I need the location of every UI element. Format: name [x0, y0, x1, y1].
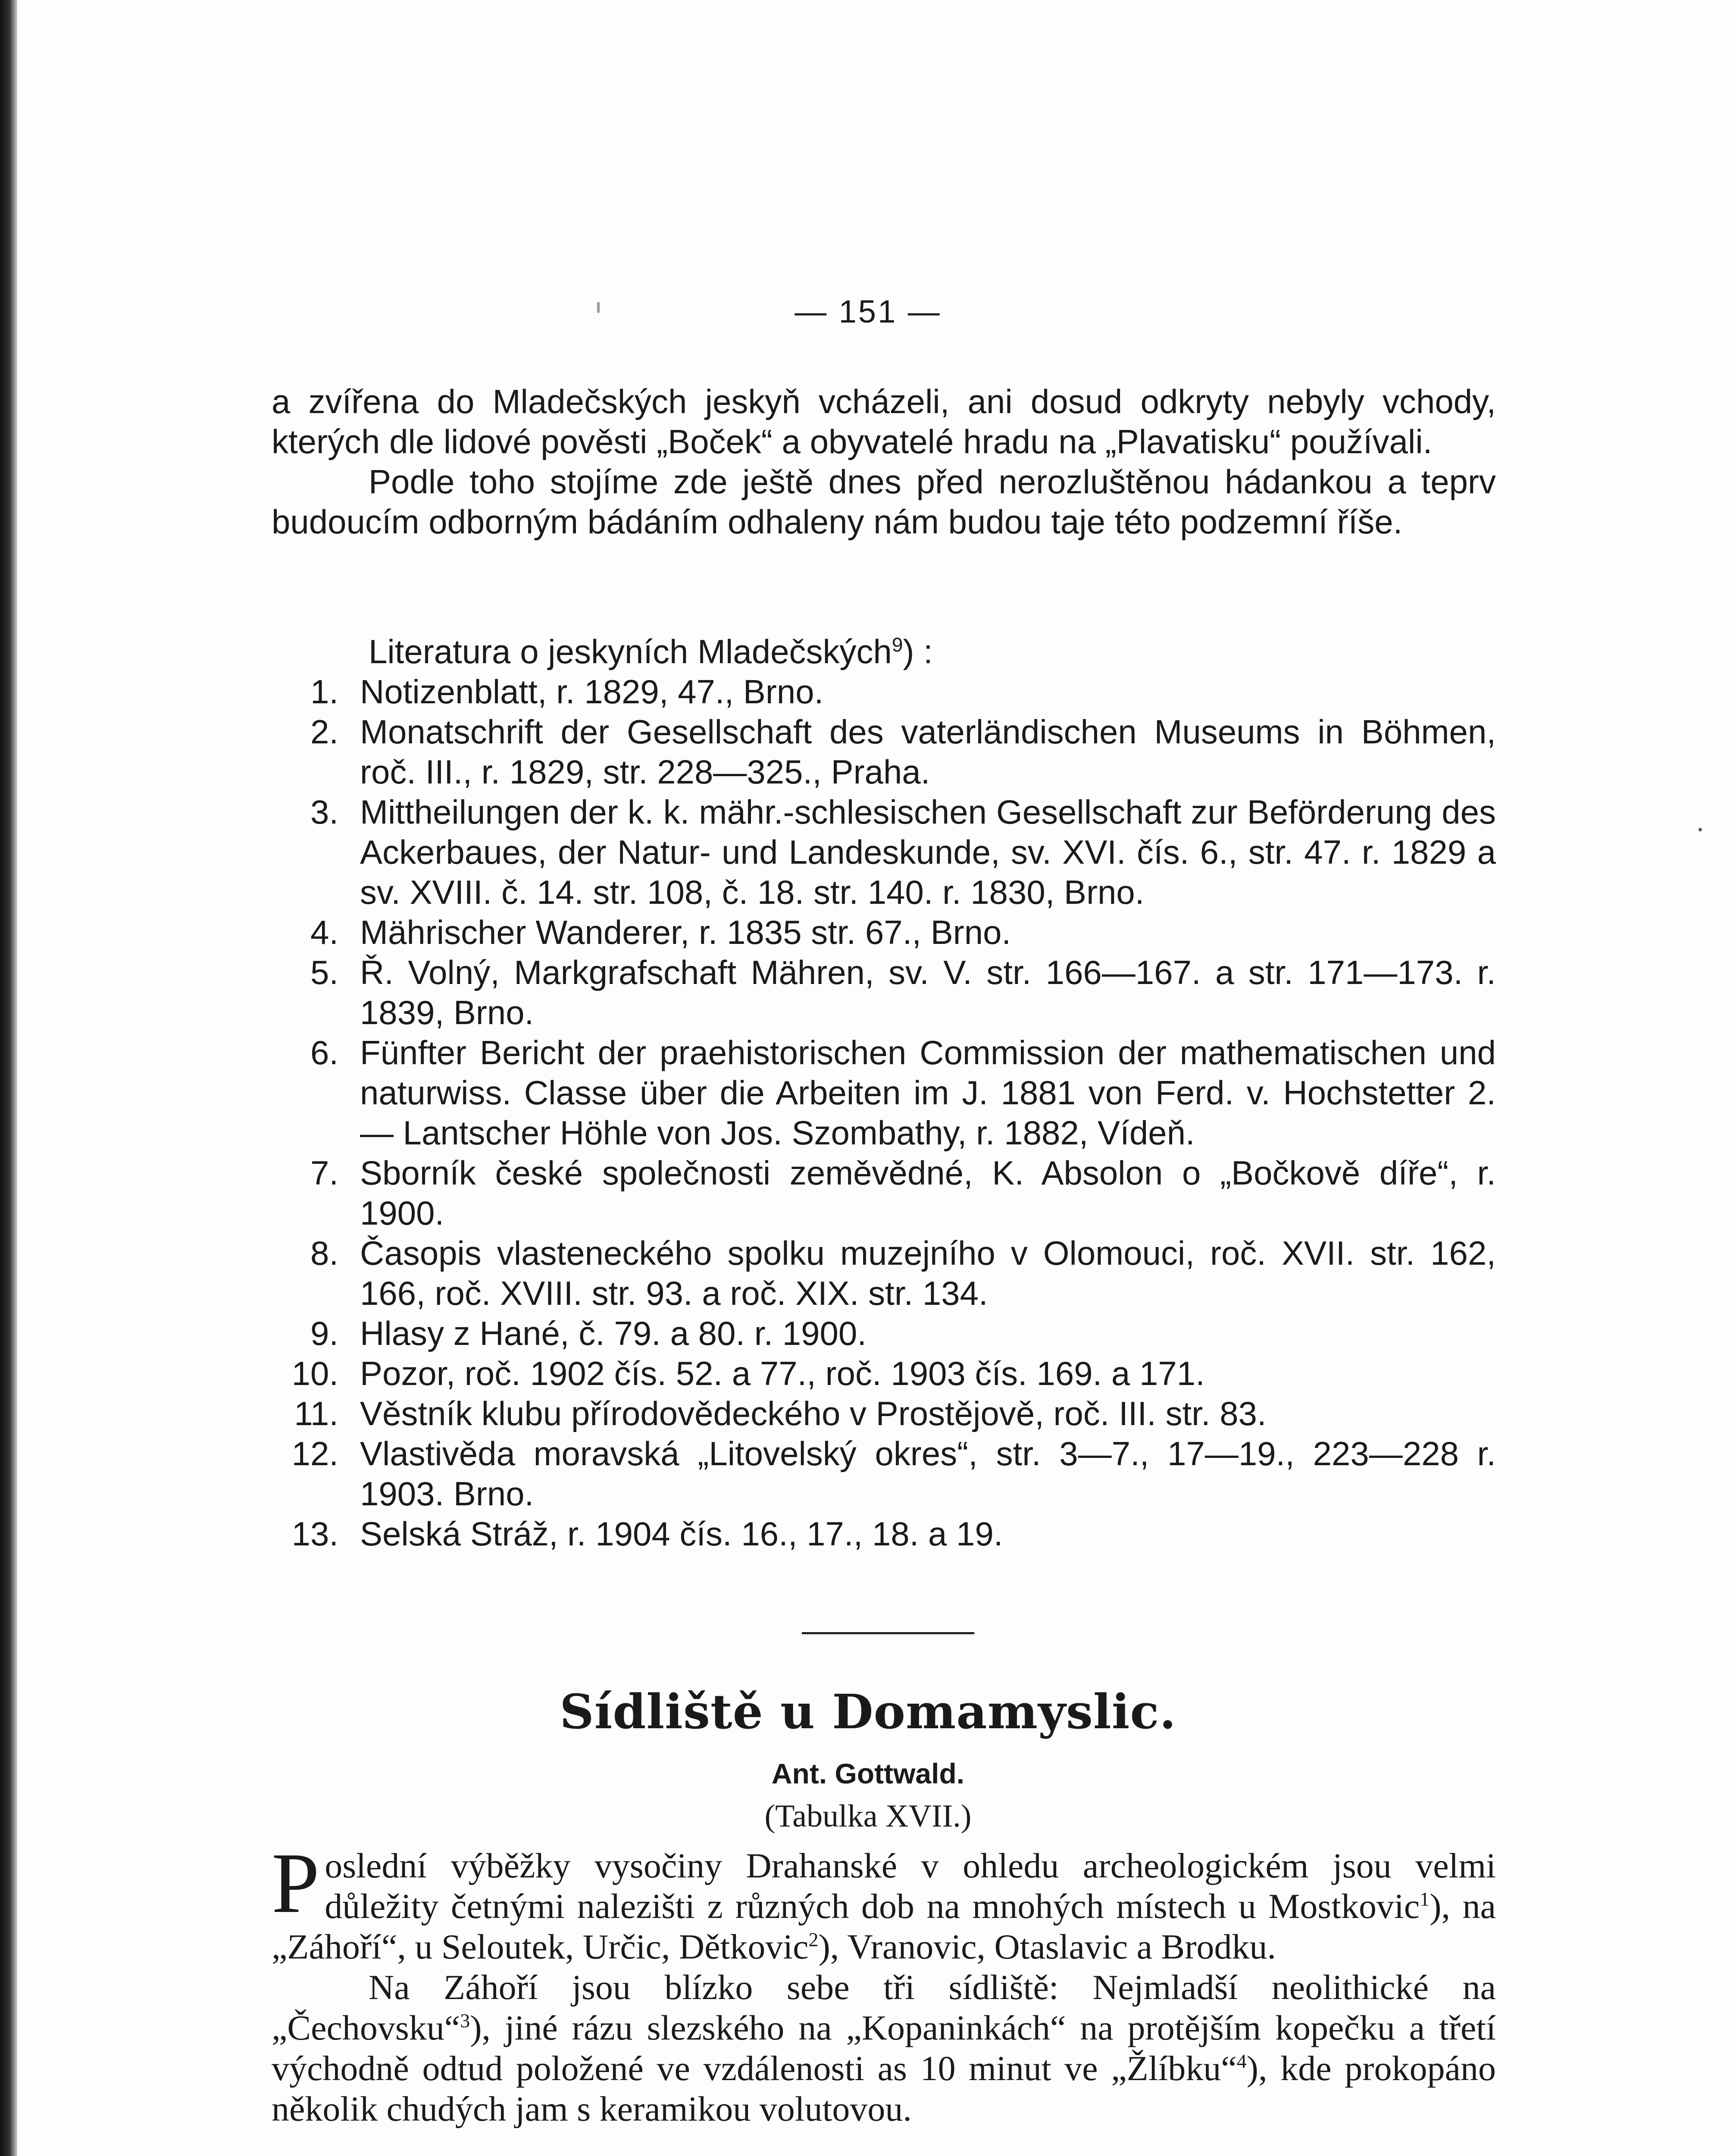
item-number: 5.	[310, 953, 338, 991]
list-item	[272, 1394, 1496, 1434]
item-text: Notizenblatt, r. 1829, 47., Brno.	[360, 673, 824, 711]
text-run: ), Vranovic, Otaslavic a Brodku.	[818, 1927, 1276, 1966]
footnote-marker: 1	[1420, 1888, 1430, 1910]
paragraph	[272, 1967, 1496, 2129]
item-text: Sborník české společnosti zeměvědné, K. Absolon o „Bočkově díře“, r. 1900.	[360, 1154, 1496, 1232]
article-plate-reference: (Tabulka XVII.)	[764, 1799, 972, 1834]
item-text: Hlasy z Hané, č. 79. a 80. r. 1900.	[360, 1314, 866, 1352]
item-text: Mittheilungen der k. k. mähr.-schlesischen Gesellschaft zur Beförderung des Ackerbaues, der Natur- und Landeskunde, sv. XVI. čís. 6., str. 47. r. 1829 a sv. XVIII. č. 14. str. 108, č. 18. str. 140. r. 1830, Brno.	[360, 793, 1496, 911]
item-text: Časopis vlasteneckého spolku muzejního v Olomouci, roč. XVII. str. 162, 166, roč. XVIII. str. 93. a roč. XIX. str. 134.	[360, 1234, 1496, 1312]
text-run: ), na „Záhoří“, u Seloutek, Určic, Dětkovic	[272, 1887, 1496, 1966]
item-text: Selská Stráž, r. 1904 čís. 16., 17., 18. a 19.	[360, 1515, 1003, 1553]
text-run: Na Záhoří jsou blízko sebe tři sídliště: Nejmladší neolithické na „Čechovsku“	[272, 1968, 1496, 2047]
list-item	[272, 1233, 1496, 1313]
item-text: Vlastivěda moravská „Litovelský okres“, str. 3—7., 17—19., 223—228 r. 1903. Brno.	[360, 1435, 1496, 1513]
item-text: Pozor, roč. 1902 čís. 52. a 77., roč. 1903 čís. 169. a 171.	[360, 1354, 1205, 1392]
item-number: 6.	[310, 1034, 338, 1072]
intro-block	[272, 382, 1496, 542]
footnote-marker: 3	[460, 2009, 470, 2032]
footnote-marker: 9	[891, 633, 903, 656]
item-number: 2.	[310, 713, 338, 751]
item-text: Ř. Volný, Markgrafschaft Mähren, sv. V. str. 166—167. a str. 171—173. r. 1839, Brno.	[360, 953, 1496, 1031]
item-number: 7.	[310, 1154, 338, 1192]
list-item	[272, 912, 1496, 953]
text-run: ), jiné rázu slezského na „Kopaninkách“ na protějším kopečku a třetí východně odtud položené ve vzdálenosti as 10 minut ve „Žlíbku“	[272, 2008, 1496, 2088]
print-speck	[1698, 828, 1702, 831]
footnote-marker: 2	[808, 1928, 819, 1951]
item-number: 10.	[291, 1354, 338, 1392]
item-number: 9.	[310, 1314, 338, 1352]
item-number: 13.	[291, 1515, 338, 1553]
drop-cap: P	[272, 1836, 320, 1931]
item-text: Monatschrift der Gesellschaft des vaterländischen Museums in Böhmen, roč. III., r. 1829, str. 228—325., Praha.	[360, 713, 1496, 791]
literature-heading-text: Literatura o jeskyních Mladečských	[369, 633, 892, 671]
item-number: 4.	[310, 913, 338, 951]
text-run: oslední výběžky vysočiny Drahanské v ohledu archeologickém jsou velmi důležity četnými nalezišti z různých dob na mnohých místech u Mostkovic	[325, 1846, 1496, 1926]
page-number: — 151 —	[794, 294, 942, 329]
item-number: 8.	[310, 1234, 338, 1272]
text-run: ), kde prokopáno několik chudých jam s keramikou volutovou.	[272, 2049, 1496, 2128]
paragraph: Podle toho stojíme zde ještě dnes před nerozluštěnou hádankou a teprv budoucím odborným bádáním odhaleny nám budou taje této podzemní říše.	[272, 463, 1496, 541]
item-text: Mährischer Wanderer, r. 1835 str. 67., Brno.	[360, 913, 1011, 951]
paragraph	[272, 1836, 1496, 1967]
list-item	[272, 953, 1496, 1033]
article-title: Sídliště u Domamyslic.	[560, 1684, 1176, 1739]
item-number: 1.	[310, 673, 338, 711]
paragraph: a zvířena do Mladečských jeskyň vcházeli, ani dosud odkryty nebyly vchody, kterých dle lidové pověsti „Boček“ a obyvatelé hradu na „Plavatisku“ používali.	[272, 382, 1496, 461]
item-text: Fünfter Bericht der praehistorischen Commission der mathematischen und naturwiss. Classe über die Arbeiten im J. 1881 von Ferd. v. Hochstetter 2. — Lantscher Höhle von Jos. Szombathy, r. 1882, Vídeň.	[360, 1034, 1496, 1152]
list-item	[272, 1153, 1496, 1233]
article-body	[272, 1836, 1496, 2129]
article-author: Ant. Gottwald.	[771, 1758, 965, 1789]
list-item	[272, 1313, 1496, 1354]
list-item	[272, 1514, 1496, 1554]
heading-colon: :	[923, 633, 933, 671]
literature-list	[272, 672, 1496, 1554]
list-item	[272, 672, 1496, 712]
section-divider	[802, 1632, 974, 1634]
footnote-marker: 4	[1236, 2050, 1247, 2072]
item-number: 12.	[291, 1435, 338, 1473]
list-item	[272, 1354, 1496, 1394]
item-number: 11.	[294, 1395, 338, 1432]
list-item	[272, 712, 1496, 792]
literature-heading: Literatura o jeskyních Mladečských$^9$) :	[369, 633, 933, 671]
list-item	[272, 792, 1496, 912]
item-number: 3.	[310, 793, 338, 831]
list-item	[272, 1434, 1496, 1514]
item-text: Věstník klubu přírodovědeckého v Prostějově, roč. III. str. 83.	[360, 1395, 1267, 1432]
print-speck	[597, 302, 600, 313]
literature-section	[272, 632, 1496, 1554]
list-item	[272, 1033, 1496, 1153]
